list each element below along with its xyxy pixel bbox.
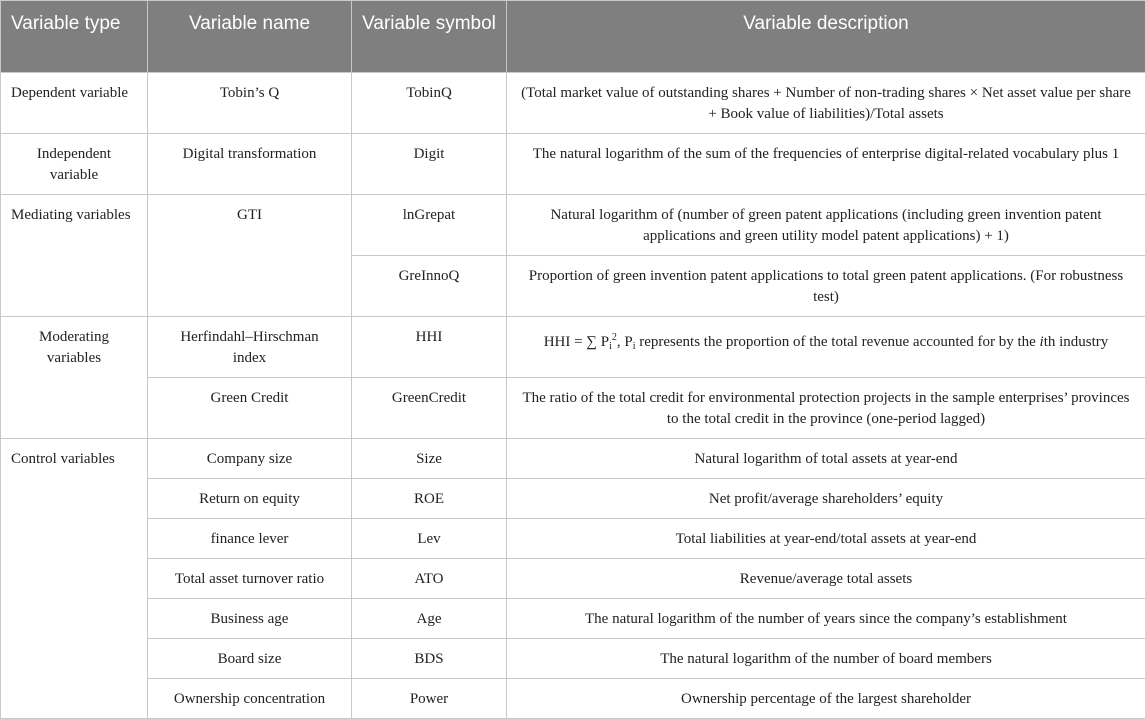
cell-variable-name: Return on equity bbox=[148, 479, 352, 519]
cell-variable-name: Company size bbox=[148, 439, 352, 479]
cell-variable-type: Control variables bbox=[1, 439, 148, 719]
table-row bbox=[1, 679, 1145, 719]
cell-variable-symbol: TobinQ bbox=[352, 73, 507, 134]
cell-variable-name: Board size bbox=[148, 639, 352, 679]
table-row bbox=[1, 519, 1145, 559]
cell-variable-symbol: HHI bbox=[352, 317, 507, 378]
cell-variable-description: Revenue/average total assets bbox=[507, 559, 1145, 599]
cell-variable-type: Mediating variables bbox=[1, 195, 148, 317]
cell-variable-description: Proportion of green invention patent applications to total green patent applications. (For robustness test) bbox=[507, 256, 1145, 317]
cell-variable-description bbox=[507, 317, 1145, 378]
cell-variable-name: Herfindahl–Hirschman index bbox=[148, 317, 352, 378]
table-row bbox=[1, 639, 1145, 679]
cell-variable-description: The natural logarithm of the number of years since the company’s establishment bbox=[507, 599, 1145, 639]
hhi-subscript: i bbox=[633, 341, 636, 352]
cell-variable-name: Business age bbox=[148, 599, 352, 639]
cell-variable-symbol: BDS bbox=[352, 639, 507, 679]
cell-variable-name: Total asset turnover ratio bbox=[148, 559, 352, 599]
cell-variable-symbol: Size bbox=[352, 439, 507, 479]
table-row bbox=[1, 479, 1145, 519]
cell-variable-description: (Total market value of outstanding shares + Number of non-trading shares × Net asset value per share + Book value of liabilities)/Total assets bbox=[507, 73, 1145, 134]
cell-variable-name: Green Credit bbox=[148, 378, 352, 439]
table-row bbox=[1, 317, 1145, 378]
table-row bbox=[1, 559, 1145, 599]
cell-variable-symbol: lnGrepat bbox=[352, 195, 507, 256]
cell-variable-description: Ownership percentage of the largest shareholder bbox=[507, 679, 1145, 719]
cell-variable-description: Net profit/average shareholders’ equity bbox=[507, 479, 1145, 519]
hhi-superscript: 2 bbox=[612, 332, 617, 343]
cell-variable-description: Natural logarithm of (number of green patent applications (including green invention patent applications and green utility model patent applications) + 1) bbox=[507, 195, 1145, 256]
table-row bbox=[1, 439, 1145, 479]
cell-variable-symbol: Power bbox=[352, 679, 507, 719]
hhi-italic-i: i bbox=[1040, 334, 1044, 350]
hhi-subscript: i bbox=[609, 341, 612, 352]
cell-variable-symbol: Digit bbox=[352, 134, 507, 195]
table-row bbox=[1, 134, 1145, 195]
cell-variable-description: Total liabilities at year-end/total assets at year-end bbox=[507, 519, 1145, 559]
cell-variable-symbol: GreInnoQ bbox=[352, 256, 507, 317]
cell-variable-name: Ownership concentration bbox=[148, 679, 352, 719]
hhi-formula-part: represents the proportion of the total revenue accounted for by the bbox=[636, 334, 1040, 350]
cell-variable-name: Tobin’s Q bbox=[148, 73, 352, 134]
header-variable-name: Variable name bbox=[148, 1, 352, 73]
cell-variable-type: Independent variable bbox=[1, 134, 148, 195]
cell-variable-type: Dependent variable bbox=[1, 73, 148, 134]
hhi-formula-part: , P bbox=[617, 334, 633, 350]
cell-variable-description: The natural logarithm of the number of board members bbox=[507, 639, 1145, 679]
table-row bbox=[1, 73, 1145, 134]
cell-variable-symbol: ROE bbox=[352, 479, 507, 519]
header-variable-type: Variable type bbox=[1, 1, 148, 73]
table-row bbox=[1, 195, 1145, 256]
cell-variable-name: GTI bbox=[148, 195, 352, 317]
cell-variable-symbol: GreenCredit bbox=[352, 378, 507, 439]
cell-variable-symbol: Lev bbox=[352, 519, 507, 559]
table-row bbox=[1, 378, 1145, 439]
header-variable-description: Variable description bbox=[507, 1, 1145, 73]
cell-variable-description: The natural logarithm of the sum of the frequencies of enterprise digital-related vocabulary plus 1 bbox=[507, 134, 1145, 195]
header-variable-symbol: Variable symbol bbox=[352, 1, 507, 73]
cell-variable-symbol: ATO bbox=[352, 559, 507, 599]
table-row bbox=[1, 599, 1145, 639]
hhi-formula-part: HHI = ∑ P bbox=[544, 334, 609, 350]
cell-variable-name: Digital transformation bbox=[148, 134, 352, 195]
cell-variable-description: The ratio of the total credit for environmental protection projects in the sample enterprises’ provinces to the total credit in the province (one-period lagged) bbox=[507, 378, 1145, 439]
cell-variable-description: Natural logarithm of total assets at year-end bbox=[507, 439, 1145, 479]
cell-variable-symbol: Age bbox=[352, 599, 507, 639]
cell-variable-name: finance lever bbox=[148, 519, 352, 559]
hhi-formula-part: th industry bbox=[1044, 334, 1109, 350]
header-row bbox=[1, 1, 1145, 73]
cell-variable-type: Moderating variables bbox=[1, 317, 148, 439]
